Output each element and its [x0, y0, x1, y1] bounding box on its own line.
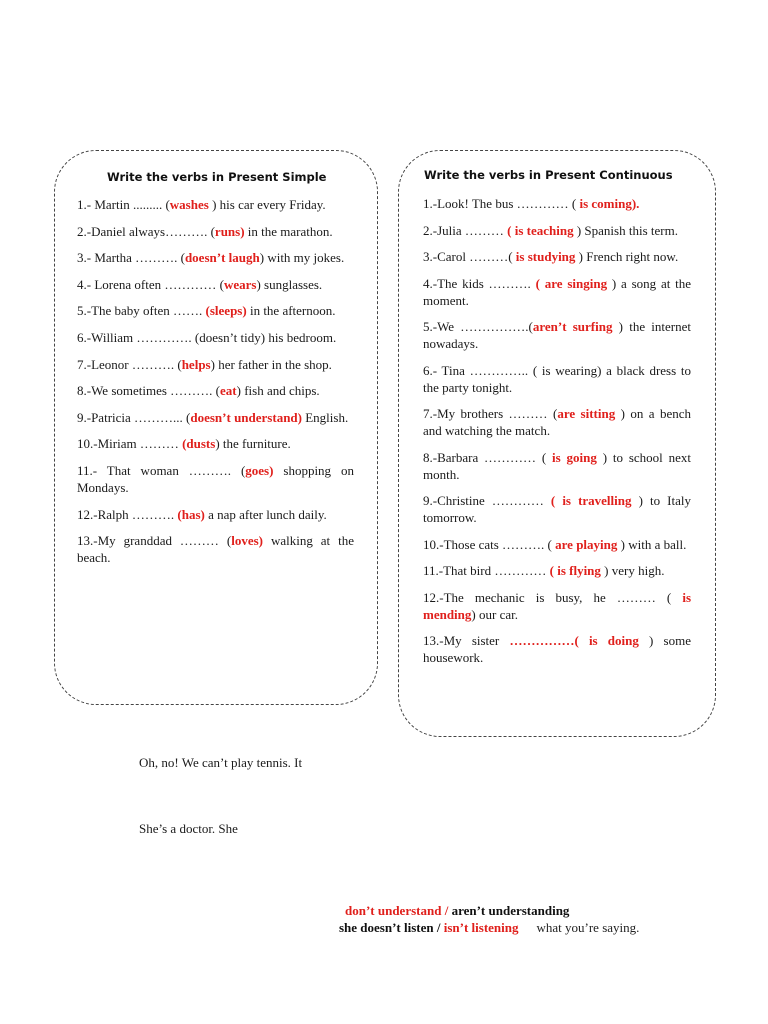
item-answer: (dusts	[182, 436, 216, 452]
item-text: 4.- Lorena often ………… (	[77, 276, 224, 292]
item-answer: are sitting	[557, 406, 616, 421]
item-text: 9.-Christine …………	[423, 493, 551, 508]
item-text: 6.- Tina ………….. ( is wearing) a black dress to the party tonight.	[423, 362, 691, 395]
item-text: 5.-We …………….(	[423, 319, 533, 334]
present-simple-title: Write the verbs in Present Simple	[107, 170, 327, 184]
item-answer: eat	[220, 383, 237, 399]
exercise-item	[423, 405, 691, 439]
item-text: 7.-My brothers ……… (	[423, 406, 558, 421]
item-text: 10.-Those cats ………. (	[423, 536, 556, 552]
item-answer: (has)	[177, 506, 205, 522]
exercise-item	[423, 318, 691, 352]
exercise-item	[423, 492, 691, 526]
present-continuous-box	[398, 150, 716, 737]
item-answer: ( are singing	[535, 275, 608, 291]
item-answer: ( is travelling	[550, 493, 632, 508]
item-text-end: ) fish and chips.	[236, 383, 320, 399]
item-answer: ( is flying	[549, 563, 601, 578]
item-text: 12.-Ralph ……….	[77, 506, 178, 522]
item-text: 2.-Daniel always………. (	[77, 223, 215, 239]
item-answer: is coming).	[579, 196, 640, 211]
item-answer: ( is teaching	[507, 222, 574, 238]
exercise-item	[77, 356, 354, 373]
item-answer: goes)	[245, 462, 274, 478]
item-text-end: ) with a ball.	[617, 536, 687, 552]
item-text: 11.- That woman ………. (	[77, 462, 246, 478]
item-answer: is mending	[423, 589, 691, 622]
item-text-end: shopping on Mondays.	[77, 462, 354, 495]
item-text-end: in the afternoon.	[246, 303, 336, 319]
item-answer: loves)	[231, 533, 263, 549]
exercise-item	[77, 506, 354, 523]
item-text: 6.-William …………. (doesn’t tidy) his bedroom.	[77, 329, 337, 345]
item-text-end: ) on a bench and watching the match.	[423, 406, 691, 438]
item-text: 1.-Look! The bus ………… (	[423, 196, 580, 211]
item-text-end: in the marathon.	[244, 223, 333, 239]
item-text: 10.-Miriam ………	[77, 436, 183, 452]
item-answer: (sleeps)	[205, 303, 247, 319]
item-text-end: ) very high.	[600, 563, 665, 578]
item-text-end: ) the furniture.	[215, 436, 291, 452]
item-text-end: ) to Italy tomorrow.	[423, 493, 691, 525]
item-text: 1.- Martin ......... (	[77, 197, 170, 212]
item-text: 12.-The mechanic is busy, he ……… (	[423, 589, 683, 605]
item-answer: wears	[223, 276, 257, 292]
exercise-item	[423, 536, 691, 553]
item-answer: runs)	[214, 223, 245, 239]
exercise-item	[77, 462, 354, 496]
exercise-item	[77, 329, 354, 346]
present-simple-box	[54, 150, 378, 705]
option-row-listen	[339, 920, 639, 936]
item-text-end: ) our car.	[471, 606, 518, 622]
item-text: 2.-Julia ………	[423, 222, 508, 238]
item-answer: is studying	[515, 249, 576, 264]
exercise-item	[77, 249, 354, 266]
item-answer: doesn’t laugh	[184, 250, 260, 266]
item-text-end: walking at the beach.	[77, 533, 354, 566]
exercise-item	[423, 222, 691, 239]
exercise-item	[77, 409, 354, 426]
item-text-end: ) Spanish this term.	[573, 222, 678, 238]
exercise-item	[423, 562, 691, 579]
item-text-end: ) a song at the moment.	[423, 275, 691, 308]
item-text-end: ) her father in the shop.	[210, 356, 332, 372]
present-simple-list	[77, 196, 354, 576]
exercise-item	[423, 362, 691, 396]
exercise-item	[423, 632, 691, 666]
exercise-item	[423, 275, 691, 309]
option-tail-text: what you’re saying.	[536, 920, 640, 935]
item-text-end: a nap after lunch daily.	[204, 506, 327, 522]
item-text: 8.-Barbara ………… (	[423, 449, 553, 465]
item-text-end: English.	[301, 409, 349, 425]
item-answer: is going	[552, 449, 597, 465]
exercise-item	[77, 532, 354, 566]
option-dont-understand: don’t understand /	[345, 903, 452, 918]
exercise-item	[77, 196, 354, 213]
item-text: 8.-We sometimes ………. (	[77, 383, 221, 399]
item-answer: helps	[181, 356, 211, 372]
exercise-item	[77, 382, 354, 399]
item-text-end: ) French right now.	[575, 249, 679, 264]
exercise-item	[423, 589, 691, 623]
item-answer: washes	[169, 197, 209, 212]
item-text: 5.-The baby often …….	[77, 303, 206, 319]
item-text-end: ) his car every Friday.	[208, 197, 326, 212]
item-text-end: ) sunglasses.	[256, 276, 323, 292]
item-text: 7.-Leonor ………. (	[77, 356, 182, 372]
exercise-item	[423, 195, 691, 212]
exercise-line-tennis: Oh, no! We can’t play tennis. It	[139, 755, 303, 770]
item-text: 13.-My granddad ……… (	[77, 533, 232, 549]
exercise-item	[77, 435, 354, 452]
item-text: 11.-That bird …………	[423, 563, 550, 578]
option-arent-understanding: aren’t understanding	[451, 903, 570, 918]
item-text: 3.- Martha ………. (	[77, 250, 185, 266]
item-answer: doesn’t understand)	[190, 409, 302, 425]
exercise-line-doctor: She’s a doctor. She	[139, 821, 238, 836]
item-text-end: ) to school next month.	[423, 449, 691, 482]
item-answer: are playing	[555, 536, 618, 552]
item-text: 13.-My sister	[423, 633, 510, 648]
present-continuous-list	[423, 195, 691, 676]
option-isnt-listening: isn’t listening	[443, 920, 519, 935]
item-answer: aren’t surfing	[532, 319, 613, 334]
option-doesnt-listen: she doesn’t listen /	[339, 920, 444, 935]
item-text: 3.-Carol ………(	[423, 249, 516, 264]
item-text: 9.-Patricia ………... (	[77, 409, 191, 425]
exercise-item	[423, 449, 691, 483]
item-text-end: ) with my jokes.	[259, 250, 345, 266]
exercise-item	[77, 276, 354, 293]
exercise-item	[77, 223, 354, 240]
option-row-understand	[345, 903, 569, 919]
present-continuous-title: Write the verbs in Present Continuous	[424, 168, 673, 182]
item-text: 4.-The kids ……….	[423, 275, 536, 291]
exercise-item	[423, 248, 691, 265]
exercise-item	[77, 302, 354, 319]
item-text-end: ) some housework.	[423, 633, 691, 665]
item-text-end: ) the internet nowadays.	[423, 319, 691, 351]
item-answer: ……………( is doing	[509, 633, 639, 648]
